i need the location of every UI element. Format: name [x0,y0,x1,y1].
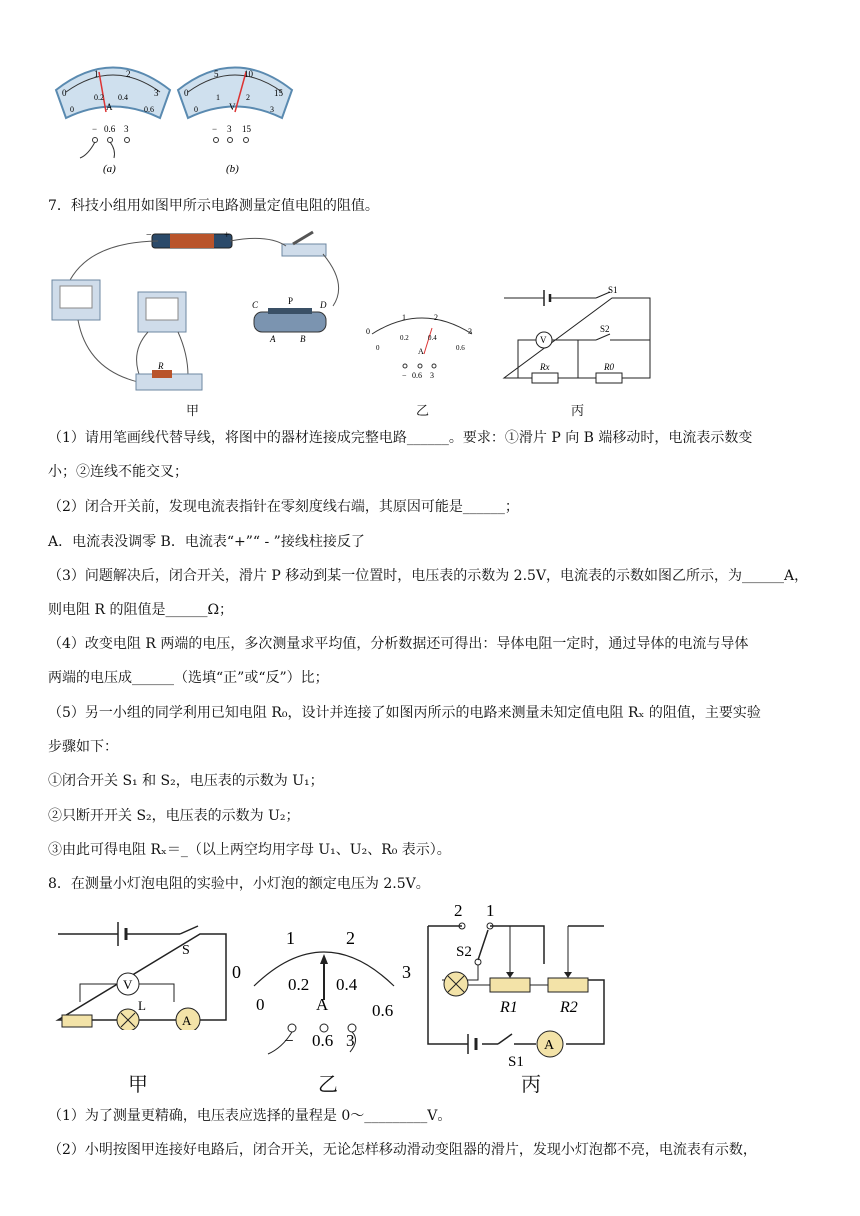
yi8-bot-02: 0.2 [288,975,310,994]
yi8-bot-0: 0 [256,995,265,1014]
q7-line-2: 小；②连线不能交叉； [48,464,188,480]
yi7-term-3: 3 [430,371,434,380]
q7-line-11: ①闭合开关 S₁ 和 S₂，电压表的示数为 U₁； [48,773,324,789]
q8-title: 8．在测量小灯泡电阻的实验中，小灯泡的额定电压为 2.5V。 [48,876,430,892]
q7-title: 7．科技小组用如图甲所示电路测量定值电阻的阻值。 [48,198,379,214]
bing8-1: 1 [486,901,495,920]
rheo-P: P [288,296,294,306]
bing8-2: 2 [454,901,463,920]
yi7-bot-02: 0.2 [400,334,409,342]
b-caption: (b) [226,163,239,175]
yi7-bot-0: 0 [376,344,380,352]
q8-fig-yi [226,922,422,1062]
bing7-Rx: Rx [540,362,550,372]
a-top-0: 0 [62,88,67,98]
b-term-3: 3 [227,124,232,134]
q8-jia-V: V [123,977,133,992]
yi8-bot-04: 0.4 [336,975,358,994]
ammeter-a [56,68,170,176]
a-term-neg: − [92,124,98,134]
voltmeter-b [178,68,292,176]
b-bot-0: 0 [194,105,198,114]
q7-yi-caption: 乙 [416,404,430,419]
yi8-top-2: 2 [346,928,355,948]
yi7-bot-06: 0.6 [456,344,465,352]
yi7-top-1: 1 [402,313,406,322]
a-term-3: 3 [124,124,129,134]
q8-line-2: （2）小明按图甲连接好电路后，闭合开关，无论怎样移动滑动变阻器的滑片，发现小灯泡都不亮，电流表有示数， [48,1142,757,1158]
rheo-A: A [270,334,276,344]
q7-line-8: 两端的电压成______（选填“正”或“反”）比； [48,670,329,686]
bing8-S1: S1 [508,1054,524,1070]
bing7-R0: R0 [604,362,614,372]
battery-minus: − [146,230,152,241]
q7-line-12: ②只断开开关 S₂，电压表的示数为 U₂； [48,808,300,824]
q8-fig-bing [418,900,614,1070]
bing7-S2: S2 [600,324,610,334]
a-bot-04: 0.4 [118,93,128,102]
q7-line-10: 步骤如下： [48,739,118,755]
bing8-R1: R1 [500,999,518,1016]
b-top-0: 0 [184,88,189,98]
q8-fig-jia [50,918,232,1030]
a-top-1: 1 [94,69,99,79]
b-top-10: 10 [244,69,253,79]
bing8-A: A [544,1038,555,1053]
b-term-15: 15 [242,124,251,134]
fig6-meters [48,40,318,180]
b-bot-1: 1 [216,93,220,102]
q8-bing-caption: 丙 [521,1072,541,1096]
yi8-term-neg: − [284,1031,294,1050]
battery-plus: + [224,230,230,241]
b-top-15: 15 [274,88,283,98]
yi8-unit: A [316,995,329,1014]
yi8-term-3: 3 [346,1031,355,1050]
q7-line-4: A．电流表没调零 B．电流表“+”“ - ”接线柱接反了 [48,534,365,550]
b-top-5: 5 [214,69,219,79]
q7-line-13: ③由此可得电阻 Rₓ＝_（以上两空均用字母 U₁、U₂、R₀ 表示）。 [48,842,451,858]
a-bot-06: 0.6 [144,105,154,114]
a-caption: (a) [103,163,116,175]
a-unit: A [106,102,113,112]
q8-jia-A: A [182,1013,192,1028]
a-bot-0: 0 [70,105,74,114]
yi7-term-06: 0.6 [412,371,422,380]
a-term-06: 0.6 [104,124,116,134]
yi7-top-2: 2 [434,313,438,322]
b-term-neg: − [212,124,218,134]
q7-line-6: 则电阻 R 的阻值是______Ω； [48,602,234,618]
q7-fig-jia [48,224,348,399]
q8-jia-S: S [182,943,190,958]
rheo-B: B [300,334,306,344]
bing8-S2: S2 [456,944,472,960]
q8-yi-caption: 乙 [318,1072,338,1096]
q7-jia-caption-text: 甲 [186,404,200,419]
yi7-top-3: 3 [468,327,472,336]
a-top-2: 2 [126,69,131,79]
b-bot-3: 3 [270,105,274,114]
yi7-bot-04: 0.4 [428,334,437,342]
q7-line-1: （1）请用笔画线代替导线，将图中的器材连接成完整电路______。要求：①滑片 P 向 B 端移动时，电流表示数变 [48,430,753,446]
rheo-D: D [320,300,327,310]
q8-jia-caption: 甲 [128,1072,148,1096]
a-top-3: 3 [154,88,159,98]
bing8-R2: R2 [560,999,578,1016]
q7-bing-caption: 丙 [571,404,585,419]
q8-jia-L: L [138,998,146,1013]
yi8-top-3: 3 [402,962,411,982]
yi8-top-1: 1 [286,928,295,948]
yi8-bot-06: 0.6 [372,1001,394,1020]
yi7-term-neg: − [402,371,407,380]
q7-fig-bing [500,284,660,388]
b-unit: V [229,102,236,112]
yi8-top-0: 0 [232,962,241,982]
q8-line-1: （1）为了测量更精确，电压表应选择的量程是 0～_________V。 [48,1108,452,1124]
yi7-top-0: 0 [366,327,370,336]
a-bot-02: 0.2 [94,93,104,102]
yi7-unit: A [418,347,424,356]
q7-line-5: （3）问题解决后，闭合开关，滑片 P 移动到某一位置时，电压表的示数为 2.5V，电流表的示数如图乙所示，为______A， [48,568,809,584]
q7-fig-yi [362,304,482,384]
rheo-C: C [252,300,259,310]
q7-line-3: （2）闭合开关前，发现电流表指针在零刻度线右端，其原因可能是______； [48,499,519,515]
q7-line-7: （4）改变电阻 R 两端的电压，多次测量求平均值，分析数据还可得出：导体电阻一定时，通过导体的电流与导体 [48,636,749,652]
q7-line-9: （5）另一小组的同学利用已知电阻 R₀，设计并连接了如图丙所示的电路来测量未知定值电阻 Rₓ 的阻值，主要实验 [48,705,761,721]
bing7-V: V [540,335,547,345]
resistor-R: R [158,361,164,371]
bing7-S1: S1 [608,285,618,295]
yi8-term-06: 0.6 [312,1031,334,1050]
b-bot-2: 2 [246,93,250,102]
